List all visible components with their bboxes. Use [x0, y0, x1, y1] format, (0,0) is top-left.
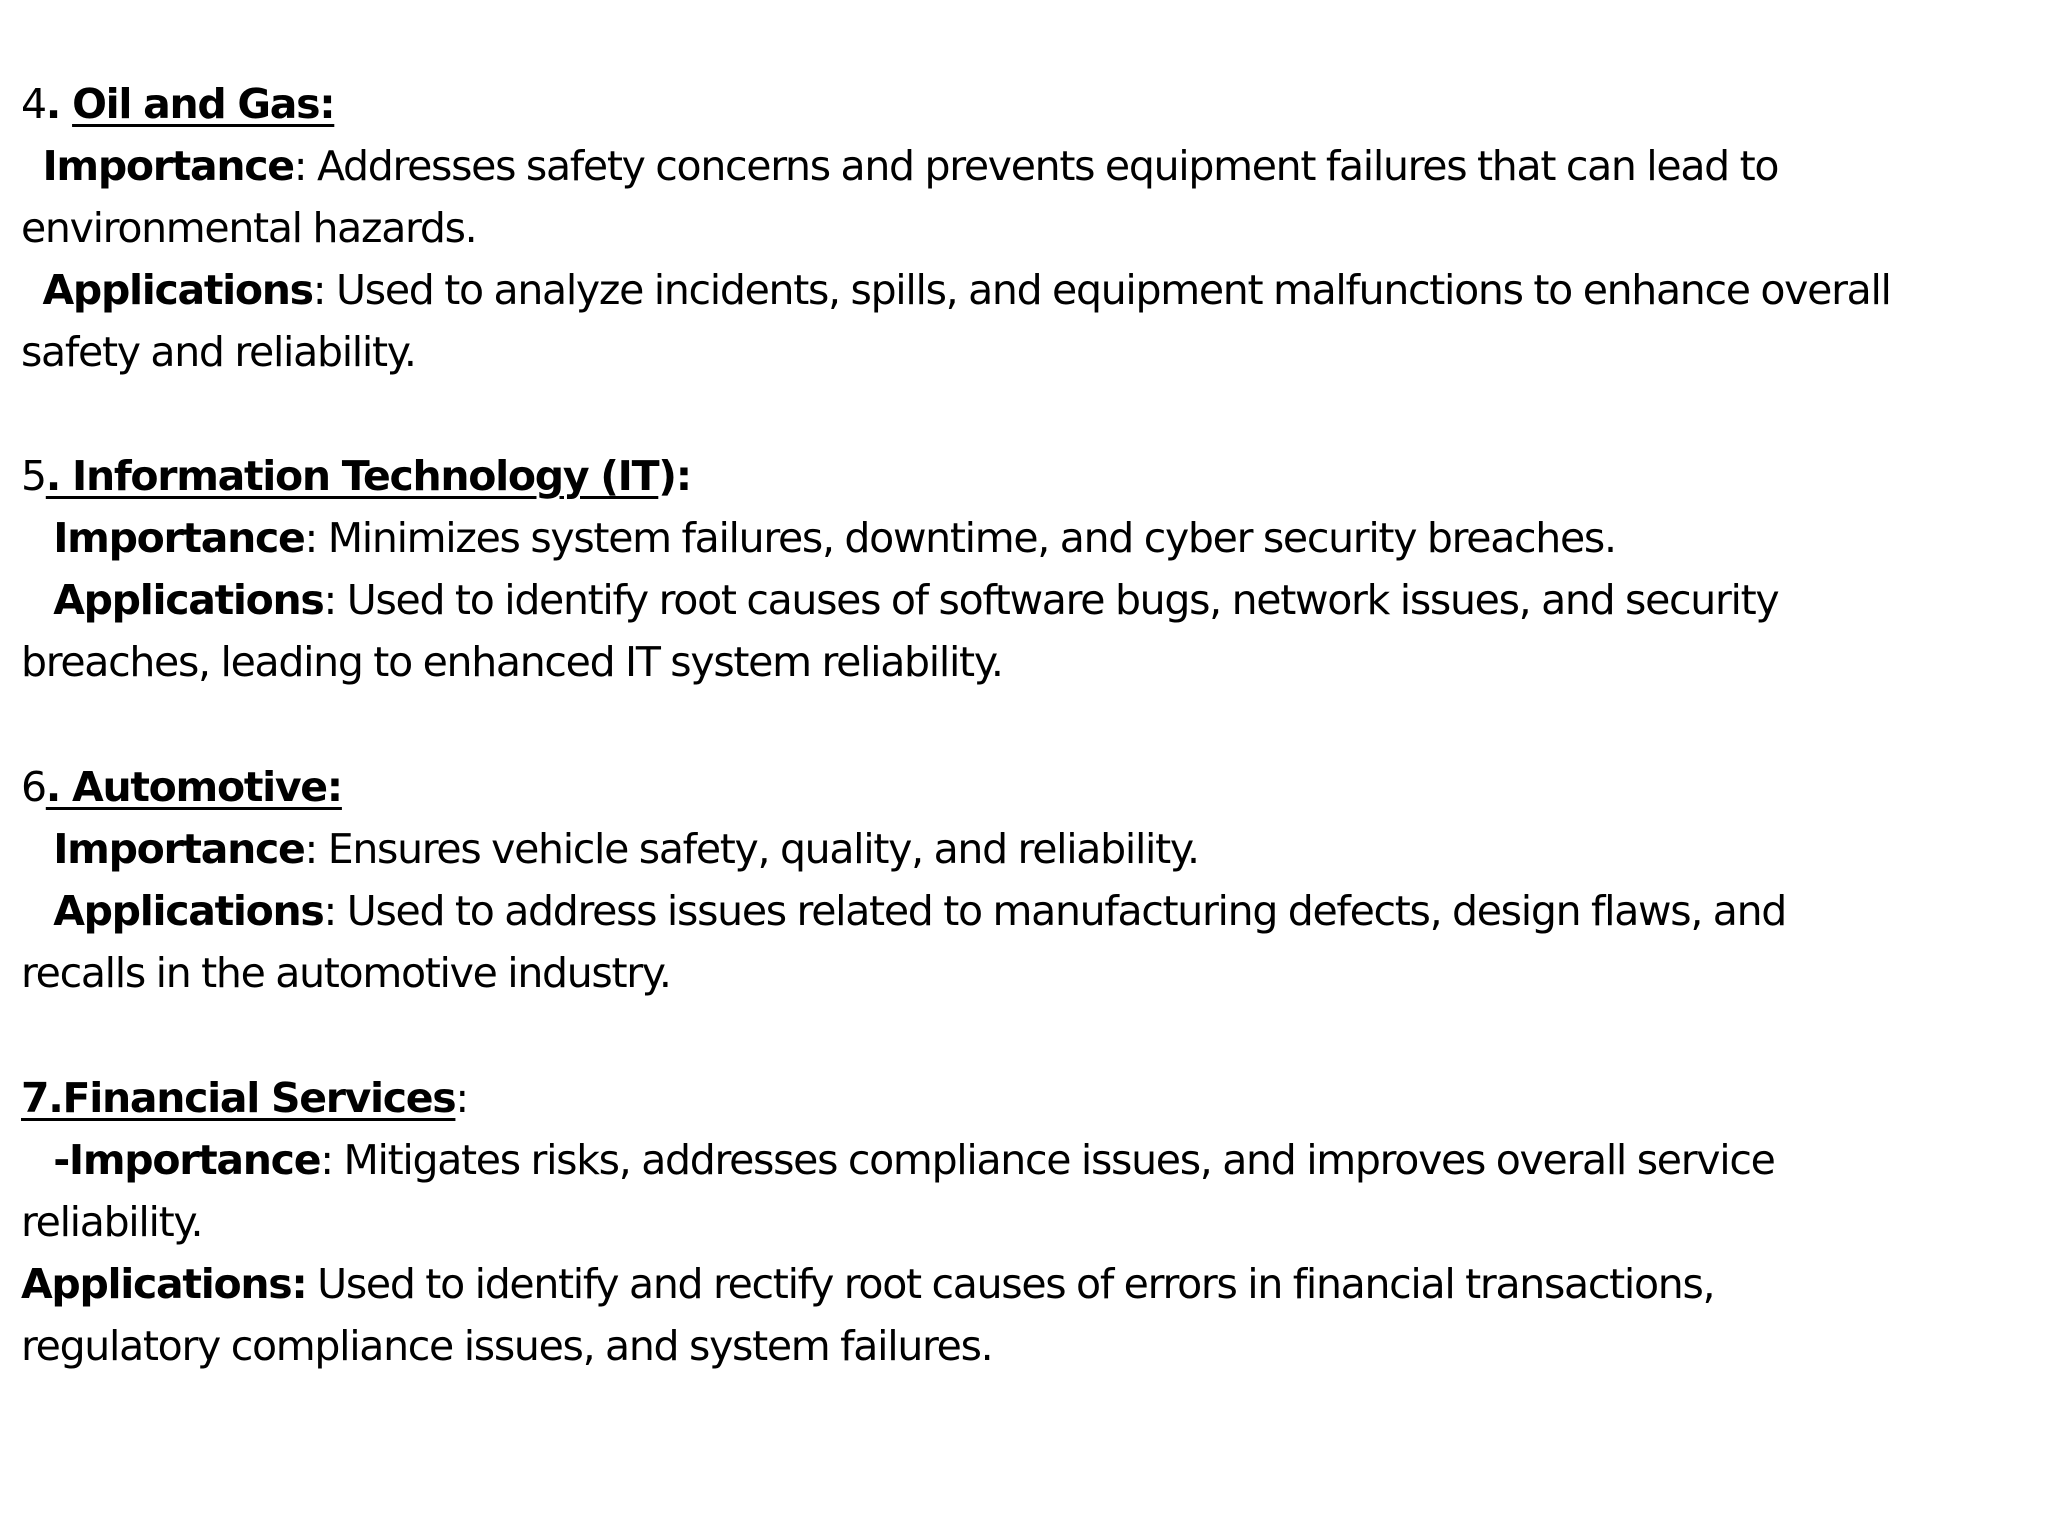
section-6-applications-cont	[21, 942, 671, 1004]
section-5-applications	[21, 569, 1778, 631]
importance-text: : Mitigates risks, addresses compliance issues, and improves overall service	[320, 1136, 1775, 1184]
applications-text: recalls in the automotive industry.	[21, 949, 671, 997]
applications-text: safety and reliability.	[21, 328, 416, 376]
section-title-tail: :	[455, 1074, 468, 1122]
section-title: . Automotive:	[45, 763, 342, 811]
importance-text: : Addresses safety concerns and prevents equipment failures that can lead to	[293, 142, 1779, 190]
section-7-applications-cont	[21, 1315, 992, 1377]
applications-text: Used to identify and rectify root causes of errors in financial transactions,	[306, 1260, 1715, 1308]
section-5-applications-cont	[21, 631, 1003, 693]
importance-label: -Importance	[53, 1136, 321, 1184]
section-6-heading	[21, 756, 342, 818]
importance-text: : Ensures vehicle safety, quality, and reliability.	[304, 825, 1199, 873]
section-title: 7.Financial Services	[21, 1074, 456, 1122]
applications-text: : Used to analyze incidents, spills, and equipment malfunctions to enhance overall	[312, 266, 1891, 314]
section-5-heading	[21, 445, 691, 507]
section-6-importance	[21, 818, 1199, 880]
applications-text: breaches, leading to enhanced IT system reliability.	[21, 638, 1003, 686]
importance-label: Importance	[53, 825, 305, 873]
applications-label: Applications	[53, 887, 324, 935]
applications-text: regulatory compliance issues, and system failures.	[21, 1322, 993, 1370]
section-4-heading	[21, 73, 334, 135]
importance-text: environmental hazards.	[21, 204, 477, 252]
applications-label: Applications	[42, 266, 313, 314]
applications-text: : Used to address issues related to manufacturing defects, design flaws, and	[323, 887, 1787, 935]
section-4-applications-cont	[21, 321, 416, 383]
section-number: 4	[21, 80, 46, 128]
applications-label: Applications:	[21, 1260, 307, 1308]
section-4-applications	[21, 259, 1891, 321]
section-7-importance	[21, 1129, 1775, 1191]
section-5-importance	[21, 507, 1616, 569]
section-7-heading	[21, 1067, 468, 1129]
section-4-importance	[21, 135, 1778, 197]
section-title: Oil and Gas:	[72, 80, 335, 128]
section-6-applications	[21, 880, 1786, 942]
section-number: 5	[21, 452, 46, 500]
section-number-dot: .	[45, 80, 61, 128]
applications-label: Applications	[53, 576, 324, 624]
importance-text: reliability.	[21, 1198, 203, 1246]
importance-label: Importance	[53, 514, 305, 562]
importance-label: Importance	[42, 142, 294, 190]
section-title: . Information Technology (IT	[45, 452, 659, 500]
section-7-importance-cont	[21, 1191, 202, 1253]
section-7-applications	[21, 1253, 1714, 1315]
section-title-tail: ):	[658, 452, 691, 500]
applications-text: : Used to identify root causes of software bugs, network issues, and security	[323, 576, 1779, 624]
importance-text: : Minimizes system failures, downtime, and cyber security breaches.	[304, 514, 1616, 562]
section-number: 6	[21, 763, 46, 811]
section-4-importance-cont	[21, 197, 476, 259]
